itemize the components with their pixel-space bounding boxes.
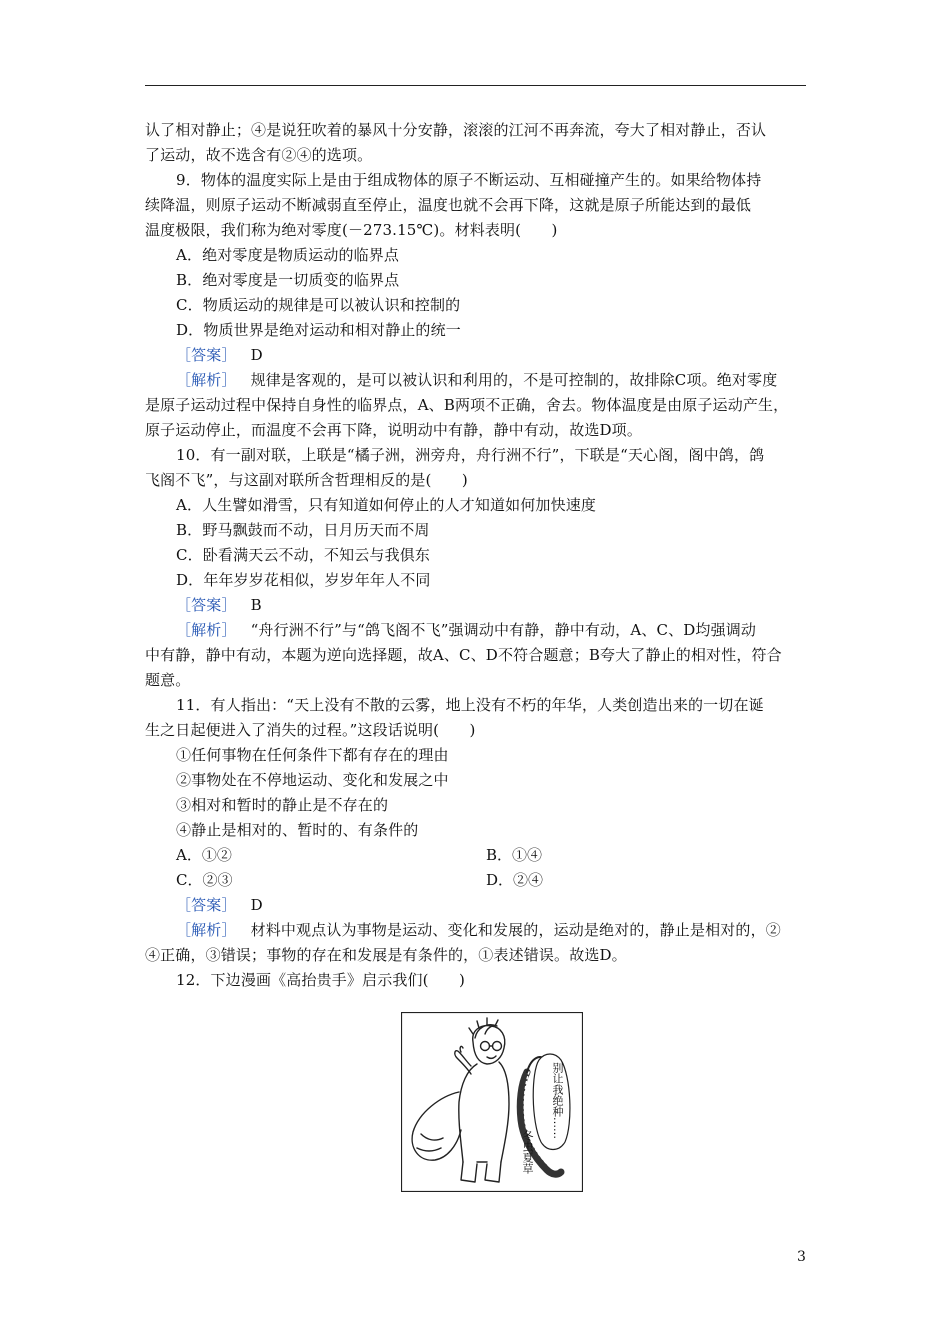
cartoon-speech-text: 别让我绝种…… xyxy=(551,1062,564,1139)
question-9-analysis: 原子运动停止，而温度不会再下降，说明动中有静，静中有动，故选D项。 xyxy=(145,421,642,439)
document-body xyxy=(145,118,809,993)
question-9-stem: 续降温，则原子运动不断减弱直至停止，温度也就不会再下降，这就是原子所能达到的最低 xyxy=(145,196,752,214)
question-11-analysis xyxy=(145,918,809,943)
question-10-option-a: A．人生譬如滑雪，只有知道如何停止的人才知道如何加快速度 xyxy=(176,496,597,514)
analysis-tag: ［解析］ xyxy=(176,621,237,639)
question-9-answer xyxy=(145,343,809,368)
question-11-option-d: D．②④ xyxy=(486,871,544,889)
answer-tag: ［答案］ xyxy=(176,346,237,364)
text-line: 认了相对静止；④是说狂吹着的暴风十分安静，滚滚的江河不再奔流，夸大了相对静止，否认 xyxy=(145,121,767,139)
question-11-options-row xyxy=(145,843,809,868)
question-11-analysis: ④正确，③错误；事物的存在和发展是有条件的，①表述错误。故选D。 xyxy=(145,946,627,964)
answer-value: D xyxy=(250,896,263,914)
question-10-analysis xyxy=(145,618,809,643)
question-9-stem: 9．物体的温度实际上是由于组成物体的原子不断运动、互相碰撞产生的。如果给物体持 xyxy=(176,171,762,189)
analysis-text: 材料中观点认为事物是运动、变化和发展的，运动是绝对的，静止是相对的，② xyxy=(250,921,781,939)
question-10-answer xyxy=(145,593,809,618)
question-12-stem: 12．下边漫画《高抬贵手》启示我们( ) xyxy=(176,971,465,989)
analysis-tag: ［解析］ xyxy=(176,921,237,939)
page-number: 3 xyxy=(797,1249,806,1265)
analysis-text: 规律是客观的，是可以被认识和利用的，不是可控制的，故排除C项。绝对零度 xyxy=(250,371,778,389)
text-line: 了运动，故不选含有②④的选项。 xyxy=(145,146,373,164)
question-9-stem: 温度极限，我们称为绝对零度(－273.15℃)。材料表明( ) xyxy=(145,221,558,239)
question-11-option-b: B．①④ xyxy=(486,846,543,864)
question-10-stem: 飞阁不飞”，与这副对联所含哲理相反的是( ) xyxy=(145,471,468,489)
question-11-answer xyxy=(145,893,809,918)
question-11-statement-4: ④静止是相对的、暂时的、有条件的 xyxy=(176,821,419,839)
question-10-option-b: B．野马飘鼓而不动，日月历天而不周 xyxy=(176,521,430,539)
question-11-statement-3: ③相对和暂时的静止是不存在的 xyxy=(176,796,389,814)
question-11-stem: 11．有人指出：“天上没有不散的云雾，地上没有不朽的年华，人类创造出来的一切在诞 xyxy=(176,696,764,714)
analysis-text: “舟行洲不行”与“鸽飞阁不飞”强调动中有静，静中有动，A、C、D均强调动 xyxy=(250,621,757,639)
header-rule xyxy=(145,85,806,86)
question-11-statement-1: ①任何事物在任何条件下都有存在的理由 xyxy=(176,746,449,764)
answer-tag: ［答案］ xyxy=(176,896,237,914)
question-9-option-b: B．绝对零度是一切质变的临界点 xyxy=(176,271,400,289)
question-10-option-d: D．年年岁岁花相似，岁岁年年人不同 xyxy=(176,571,431,589)
question-11-option-c: C．②③ xyxy=(176,871,233,889)
analysis-tag: ［解析］ xyxy=(176,371,237,389)
question-9-analysis xyxy=(145,368,809,393)
question-10-stem: 10．有一副对联，上联是“橘子洲，洲旁舟，舟行洲不行”，下联是“天心阁，阁中鸽，鸽 xyxy=(176,446,765,464)
answer-tag: ［答案］ xyxy=(176,596,237,614)
question-11-statement-2: ②事物处在不停地运动、变化和发展之中 xyxy=(176,771,449,789)
answer-value: D xyxy=(250,346,263,364)
question-10-option-c: C．卧看满天云不动，不知云与我俱东 xyxy=(176,546,431,564)
question-9-option-c: C．物质运动的规律是可以被认识和控制的 xyxy=(176,296,461,314)
answer-value: B xyxy=(250,596,262,614)
question-10-analysis: 题意。 xyxy=(145,671,191,689)
question-10-analysis: 中有静，静中有动，本题为逆向选择题，故A、C、D不符合题意；B夸大了静止的相对性，符合 xyxy=(145,646,782,664)
question-9-analysis: 是原子运动过程中保持自身性的临界点，A、B两项不正确，舍去。物体温度是由原子运动产生， xyxy=(145,396,789,414)
question-11-stem: 生之日起便进入了消失的过程。”这段话说明( ) xyxy=(145,721,476,739)
cartoon-label-text: 冬虫夏草 xyxy=(521,1130,534,1174)
question-11-options-row xyxy=(145,868,809,893)
question-9-option-d: D．物质世界是绝对运动和相对静止的统一 xyxy=(176,321,461,339)
question-11-option-a: A．①② xyxy=(176,846,232,864)
question-9-option-a: A．绝对零度是物质运动的临界点 xyxy=(176,246,400,264)
